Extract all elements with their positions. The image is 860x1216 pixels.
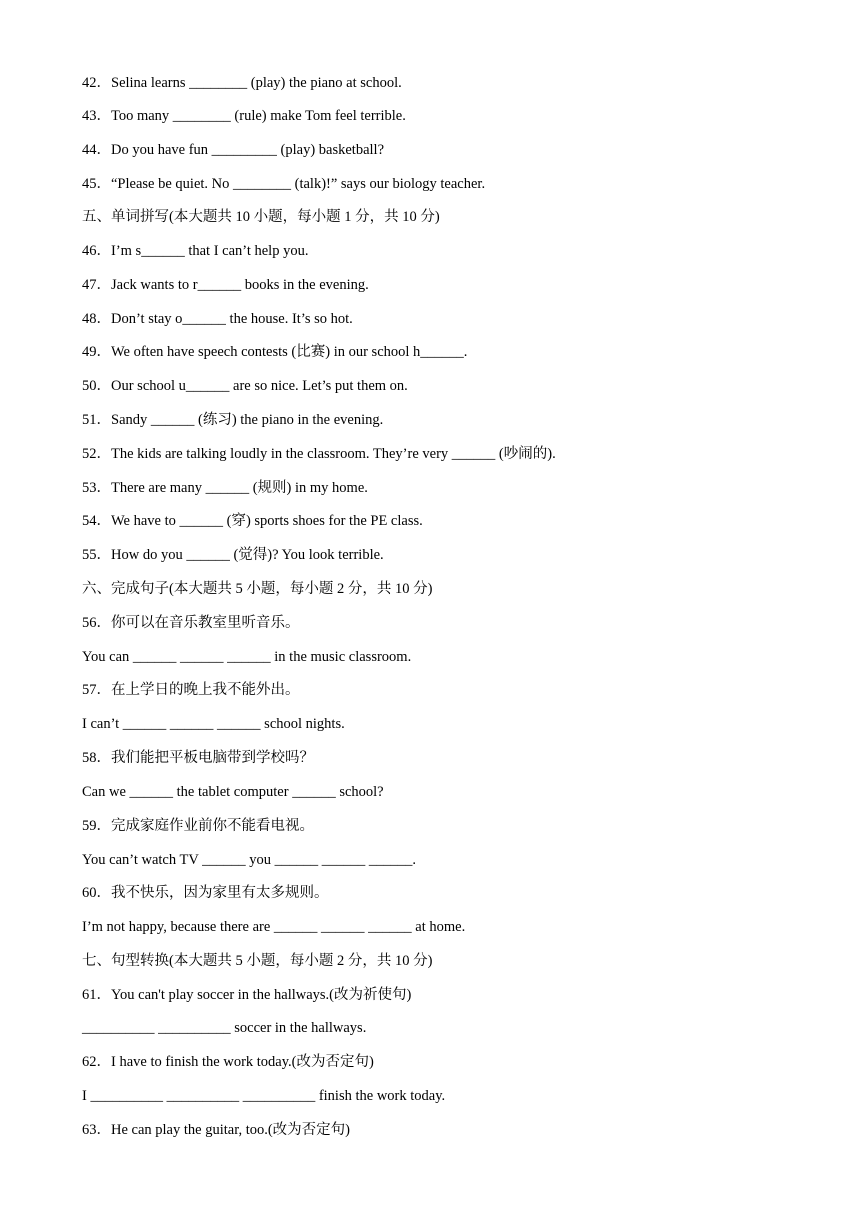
question-50: 50．Our school u______ are so nice. Let’s put them on. <box>82 378 408 394</box>
question-44: 44．Do you have fun _________ (play) basketball? <box>82 142 385 158</box>
question-60-answer-line: I’m not happy, because there are ______ ______ ______ at home. <box>82 919 466 935</box>
question-57-prompt: 57．在上学日的晚上我不能外出。 <box>82 682 300 698</box>
question-52: 52．The kids are talking loudly in the classroom. They’re very ______ (吵闹的). <box>82 446 556 462</box>
question-46: 46．I’m s______ that I can’t help you. <box>82 243 309 259</box>
question-56-answer-line: You can ______ ______ ______ in the music classroom. <box>82 649 412 665</box>
question-61-answer-line: __________ __________ soccer in the hallways. <box>82 1020 367 1036</box>
question-49: 49．We often have speech contests (比赛) in our school h______. <box>82 344 468 360</box>
question-58-answer-line: Can we ______ the tablet computer ______ school? <box>82 784 384 800</box>
section-7-heading: 七、句型转换(本大题共 5 小题，每小题 2 分，共 10 分) <box>82 953 433 969</box>
question-53: 53．There are many ______ (规则) in my home. <box>82 480 368 496</box>
question-45: 45．“Please be quiet. No ________ (talk)!” says our biology teacher. <box>82 176 486 192</box>
question-59-prompt: 59．完成家庭作业前你不能看电视。 <box>82 818 314 834</box>
question-47: 47．Jack wants to r______ books in the evening. <box>82 277 369 293</box>
question-54: 54．We have to ______ (穿) sports shoes for the PE class. <box>82 513 423 529</box>
question-48: 48．Don’t stay o______ the house. It’s so hot. <box>82 311 353 327</box>
section-5-heading: 五、单词拼写(本大题共 10 小题，每小题 1 分，共 10 分) <box>82 209 440 225</box>
question-60-prompt: 60．我不快乐，因为家里有太多规则。 <box>82 885 329 901</box>
question-62-answer-line: I __________ __________ __________ finish the work today. <box>82 1088 446 1104</box>
question-62-prompt: 62．I have to finish the work today.(改为否定句) <box>82 1054 374 1070</box>
question-59-answer-line: You can’t watch TV ______ you ______ ______ ______. <box>82 852 417 868</box>
question-58-prompt: 58．我们能把平板电脑带到学校吗？ <box>82 750 314 766</box>
section-6-heading: 六、完成句子(本大题共 5 小题，每小题 2 分，共 10 分) <box>82 581 433 597</box>
question-43: 43．Too many ________ (rule) make Tom feel terrible. <box>82 108 406 124</box>
question-57-answer-line: I can’t ______ ______ ______ school nights. <box>82 716 345 732</box>
question-63-prompt: 63．He can play the guitar, too.(改为否定句) <box>82 1122 351 1138</box>
question-56-prompt: 56．你可以在音乐教室里听音乐。 <box>82 615 300 631</box>
question-61-prompt: 61．You can't play soccer in the hallways.(改为祈使句) <box>82 987 412 1003</box>
question-55: 55．How do you ______ (觉得)? You look terrible. <box>82 547 384 563</box>
question-51: 51．Sandy ______ (练习) the piano in the evening. <box>82 412 384 428</box>
question-42: 42．Selina learns ________ (play) the piano at school. <box>82 75 402 91</box>
